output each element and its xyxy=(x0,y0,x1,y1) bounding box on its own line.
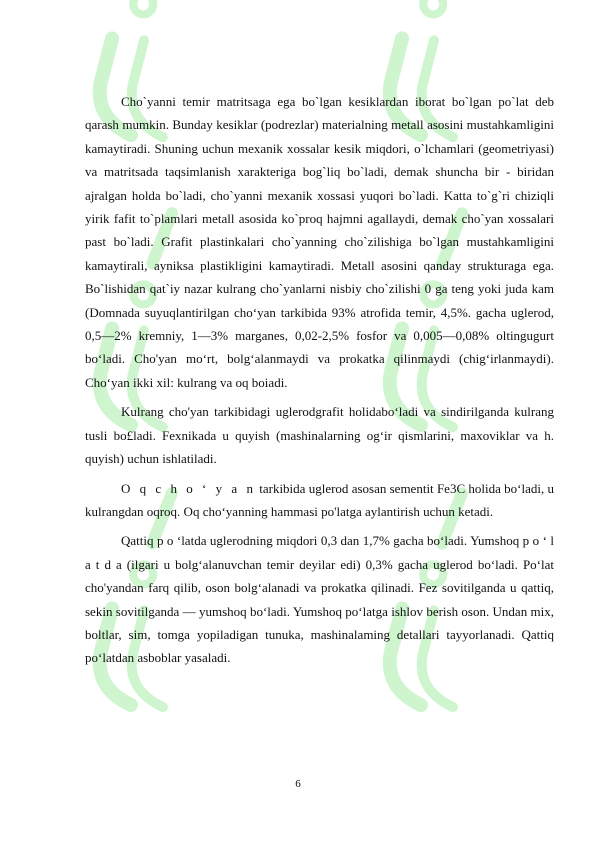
paragraph-3 xyxy=(85,477,554,524)
paragraph-4: Qattiq p o ‘latda uglerodning miqdori 0,3 dan 1,7% gacha bo‘ladi. Yumshoq p o ‘ l a t d a (ilgari u bolg‘alanuvchan temir deyilar edi) 0,3% gacha uglerod bo‘ladi. Po‘lat cho'yandan farq qilib, oson bolg‘alanadi va prokatka qilinadi. Fez sovitilganda u qattiq, sekin sovitilganda — yumshoq bo‘ladi. Yumshoq po‘latga ishlov berish oson. Undan mix, boltlar, sim, tomga yopiladigan tunuka, mashinalaming detallari tayyorlanadi. Qattiq po‘latdan asboblar yasaladi. xyxy=(85,533,554,666)
paragraph-3-lead: O q c h o ‘ y a n xyxy=(121,480,256,496)
body-text xyxy=(85,90,554,676)
paragraph-1: Cho`yanni temir matritsaga ega bo`lgan kesiklardan iborat bo`lgan po`lat deb qarash mumkin. Bunday kesiklar (podrezlar) materialning metall asosini mustahkamligini kamaytiradi. Shuning uchun mexanik xossalar kesik miqdori, o`lchamlari (geometriyasi) va matritsada taqsimlanish xarakteriga bog`liq bo`ladi, demak shuncha bir - biridan ajralgan holda bo`ladi, cho`yanni mexanik xossasi yuqori bo`ladi. Katta to`g`ri chiziqli yirik fafit to`plamlari metall asosida ko`proq hajmni agallaydi, demak cho`yan xossalari past bo`ladi. Grafit plastinkalari cho`yanning cho`zilishiga bo`lgan mustahkamligini kamaytirali, ayniksa plastikligini kamaytiradi. Metall asosini qanday strukturaga ega. Bo`lishidan qat`iy nazar kulrang cho`yanlarni nisbiy cho`zilishi 0 ga teng yoki juda kam (Domnada suyuqlantirilgan cho‘yan tarkibida 93% atrofida temir, 4,5%. gacha uglerod, 0,5—2% kremniy, 1—3% marganes, 0,02-2,5% fosfor va 0,005—0,08% oltingugurt bo‘ladi. Cho'yan mo‘rt, bolg‘alanmaydi va prokatka qilinmaydi (chig‘irlanmaydi). Cho‘yan ikki xil: kulrang va oq boiadi. xyxy=(85,94,554,390)
page-number: 6 xyxy=(295,778,301,790)
paragraph-2: Kulrang cho'yan tarkibidagi uglerodgrafit holidabo‘ladi va sindirilganda kulrang tusli bo£ladi. Fexnikada u quyish (mashinalarning og‘ir qismlarini, maxoviklar va h. quyish) uchun ishlatiladi. xyxy=(85,404,554,467)
paragraph-3-text: tarkibida uglerod asosan sementit Fe3C holida bo‘ladi, u kulrangdan oqroq. Oq cho‘yanning hammasi po'latga aylantirish uchun ketadi. xyxy=(85,480,554,519)
